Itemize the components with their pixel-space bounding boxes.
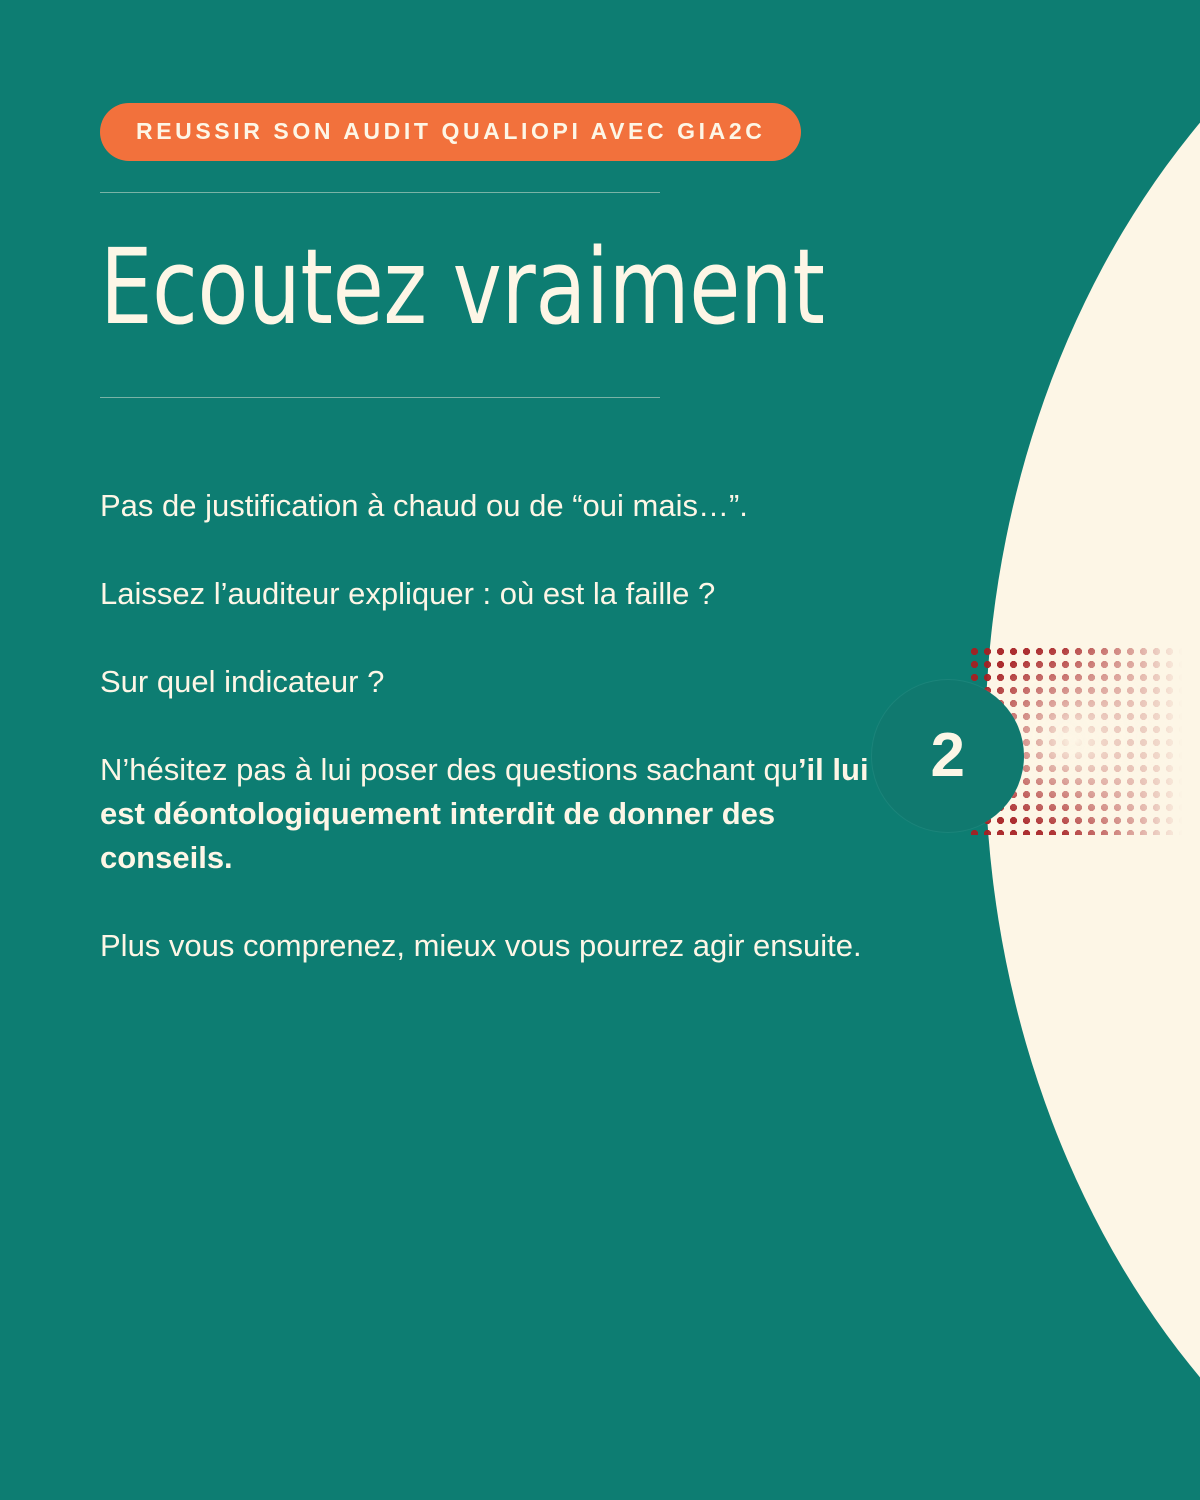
paragraph xyxy=(100,748,890,880)
paragraph xyxy=(100,660,890,704)
paragraph xyxy=(100,572,890,616)
divider-bottom xyxy=(100,397,660,398)
paragraph-text: Pas de justification à chaud ou de “oui mais…”. xyxy=(100,488,748,523)
page-title: Ecoutez vraiment xyxy=(100,226,825,348)
eyebrow-pill: REUSSIR SON AUDIT QUALIOPI AVEC GIA2C xyxy=(100,103,801,161)
paragraph xyxy=(100,484,890,528)
paragraph-emphasis: ’il lui est déontologiquement interdit de donner des conseils. xyxy=(100,752,869,876)
divider-top xyxy=(100,192,660,193)
step-number-value: 2 xyxy=(930,721,966,790)
paragraph xyxy=(100,924,890,968)
paragraph-text: Plus vous comprenez, mieux vous pourrez agir ensuite. xyxy=(100,928,862,964)
content-column xyxy=(100,0,900,968)
paragraph-text: Laissez l’auditeur expliquer : où est la faille ? xyxy=(100,576,716,612)
body-copy xyxy=(100,484,890,968)
paragraph-text: Sur quel indicateur ? xyxy=(100,664,385,700)
paragraph-text: N’hésitez pas à lui poser des questions sachant qu xyxy=(100,752,798,788)
